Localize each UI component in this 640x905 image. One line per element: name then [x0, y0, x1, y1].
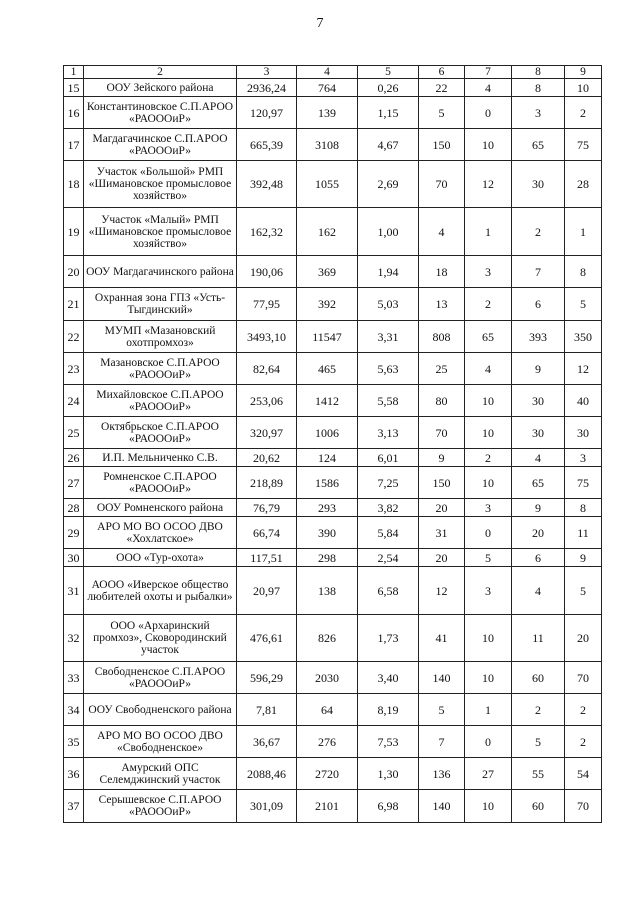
name-cell: Свободненское С.П.АРОО «РАОООиР»: [84, 662, 237, 694]
density-cell: 2,69: [358, 161, 419, 208]
area-cell: 82,64: [237, 353, 297, 385]
col9-cell: 350: [565, 321, 602, 353]
col7-cell: 0: [465, 517, 512, 549]
table-row: [64, 790, 602, 823]
quota-cell: 70: [419, 161, 465, 208]
table-row: [64, 321, 602, 353]
col9-cell: 8: [565, 499, 602, 517]
name-cell: Охранная зона ГПЗ «Усть-Тыгдинский»: [84, 288, 237, 321]
header-cell: 4: [297, 66, 358, 79]
area-cell: 120,97: [237, 97, 297, 129]
row-number-cell: 32: [64, 615, 84, 662]
quota-cell: 70: [419, 417, 465, 449]
col8-cell: 6: [512, 549, 565, 567]
header-cell: 9: [565, 66, 602, 79]
col8-cell: 9: [512, 499, 565, 517]
area-cell: 301,09: [237, 790, 297, 823]
density-cell: 5,84: [358, 517, 419, 549]
count-cell: 64: [297, 694, 358, 726]
col7-cell: 10: [465, 662, 512, 694]
count-cell: 390: [297, 517, 358, 549]
area-cell: 2088,46: [237, 758, 297, 790]
name-cell: АРО МО ВО ОСОО ДВО «Свободненское»: [84, 726, 237, 758]
col7-cell: 10: [465, 790, 512, 823]
count-cell: 826: [297, 615, 358, 662]
col8-cell: 65: [512, 129, 565, 161]
count-cell: 2720: [297, 758, 358, 790]
quota-cell: 150: [419, 467, 465, 499]
header-cell: 6: [419, 66, 465, 79]
table-row: [64, 449, 602, 467]
table-row: [64, 256, 602, 288]
count-cell: 1055: [297, 161, 358, 208]
table-row: [64, 549, 602, 567]
row-number-cell: 17: [64, 129, 84, 161]
count-cell: 1586: [297, 467, 358, 499]
col8-cell: 4: [512, 567, 565, 615]
col7-cell: 65: [465, 321, 512, 353]
name-cell: АРО МО ВО ОСОО ДВО «Хохлатское»: [84, 517, 237, 549]
area-cell: 162,32: [237, 208, 297, 256]
quota-cell: 4: [419, 208, 465, 256]
area-cell: 117,51: [237, 549, 297, 567]
count-cell: 298: [297, 549, 358, 567]
col9-cell: 70: [565, 662, 602, 694]
count-cell: 1412: [297, 385, 358, 417]
col7-cell: 27: [465, 758, 512, 790]
quota-cell: 31: [419, 517, 465, 549]
row-number-cell: 18: [64, 161, 84, 208]
area-cell: 20,62: [237, 449, 297, 467]
col9-cell: 11: [565, 517, 602, 549]
name-cell: ООУ Ромненского района: [84, 499, 237, 517]
density-cell: 1,73: [358, 615, 419, 662]
col9-cell: 2: [565, 726, 602, 758]
density-cell: 5,03: [358, 288, 419, 321]
col9-cell: 10: [565, 79, 602, 97]
quota-cell: 9: [419, 449, 465, 467]
name-cell: ООУ Зейского района: [84, 79, 237, 97]
table-row: [64, 417, 602, 449]
header-cell: 5: [358, 66, 419, 79]
row-number-cell: 37: [64, 790, 84, 823]
col8-cell: 6: [512, 288, 565, 321]
col8-cell: 30: [512, 161, 565, 208]
count-cell: 465: [297, 353, 358, 385]
col9-cell: 28: [565, 161, 602, 208]
quota-cell: 18: [419, 256, 465, 288]
col9-cell: 30: [565, 417, 602, 449]
col8-cell: 30: [512, 385, 565, 417]
row-number-cell: 28: [64, 499, 84, 517]
count-cell: 369: [297, 256, 358, 288]
col9-cell: 20: [565, 615, 602, 662]
header-cell: 7: [465, 66, 512, 79]
area-cell: 665,39: [237, 129, 297, 161]
count-cell: 139: [297, 97, 358, 129]
table-row: [64, 79, 602, 97]
table-row: [64, 758, 602, 790]
density-cell: 5,63: [358, 353, 419, 385]
col8-cell: 3: [512, 97, 565, 129]
area-cell: 253,06: [237, 385, 297, 417]
table-row: [64, 208, 602, 256]
col9-cell: 54: [565, 758, 602, 790]
col9-cell: 2: [565, 97, 602, 129]
col9-cell: 12: [565, 353, 602, 385]
area-cell: 36,67: [237, 726, 297, 758]
name-cell: ООУ Свободненского района: [84, 694, 237, 726]
area-cell: 66,74: [237, 517, 297, 549]
density-cell: 7,53: [358, 726, 419, 758]
quota-cell: 25: [419, 353, 465, 385]
col7-cell: 1: [465, 694, 512, 726]
quota-cell: 150: [419, 129, 465, 161]
col8-cell: 55: [512, 758, 565, 790]
quota-cell: 41: [419, 615, 465, 662]
table-row: [64, 385, 602, 417]
count-cell: 1006: [297, 417, 358, 449]
table-row: [64, 161, 602, 208]
density-cell: 1,00: [358, 208, 419, 256]
table-row: [64, 694, 602, 726]
col7-cell: 2: [465, 288, 512, 321]
area-cell: 77,95: [237, 288, 297, 321]
density-cell: 4,67: [358, 129, 419, 161]
density-cell: 0,26: [358, 79, 419, 97]
density-cell: 1,15: [358, 97, 419, 129]
name-cell: Ромненское С.П.АРОО «РАОООиР»: [84, 467, 237, 499]
density-cell: 6,98: [358, 790, 419, 823]
density-cell: 7,25: [358, 467, 419, 499]
density-cell: 3,31: [358, 321, 419, 353]
col8-cell: 5: [512, 726, 565, 758]
header-row: [64, 66, 602, 79]
table-row: [64, 726, 602, 758]
row-number-cell: 26: [64, 449, 84, 467]
row-number-cell: 23: [64, 353, 84, 385]
col9-cell: 8: [565, 256, 602, 288]
col8-cell: 60: [512, 790, 565, 823]
quota-cell: 5: [419, 97, 465, 129]
table-row: [64, 129, 602, 161]
count-cell: 3108: [297, 129, 358, 161]
row-number-cell: 21: [64, 288, 84, 321]
quota-cell: 80: [419, 385, 465, 417]
col7-cell: 3: [465, 567, 512, 615]
area-cell: 7,81: [237, 694, 297, 726]
col8-cell: 4: [512, 449, 565, 467]
header-cell: 8: [512, 66, 565, 79]
data-table: [63, 65, 602, 823]
col9-cell: 3: [565, 449, 602, 467]
col9-cell: 2: [565, 694, 602, 726]
quota-cell: 5: [419, 694, 465, 726]
quota-cell: 808: [419, 321, 465, 353]
name-cell: МУМП «Мазановский охотпромхоз»: [84, 321, 237, 353]
count-cell: 11547: [297, 321, 358, 353]
area-cell: 218,89: [237, 467, 297, 499]
col8-cell: 65: [512, 467, 565, 499]
name-cell: АООО «Иверское общество любителей охоты и рыбалки»: [84, 567, 237, 615]
area-cell: 476,61: [237, 615, 297, 662]
page-number: 7: [316, 16, 324, 31]
col8-cell: 2: [512, 694, 565, 726]
col8-cell: 30: [512, 417, 565, 449]
density-cell: 6,01: [358, 449, 419, 467]
col7-cell: 0: [465, 726, 512, 758]
area-cell: 76,79: [237, 499, 297, 517]
col9-cell: 1: [565, 208, 602, 256]
row-number-cell: 24: [64, 385, 84, 417]
table-row: [64, 517, 602, 549]
name-cell: Магдагачинское С.П.АРОО «РАОООиР»: [84, 129, 237, 161]
quota-cell: 140: [419, 790, 465, 823]
density-cell: 6,58: [358, 567, 419, 615]
col7-cell: 12: [465, 161, 512, 208]
density-cell: 2,54: [358, 549, 419, 567]
col7-cell: 5: [465, 549, 512, 567]
quota-cell: 20: [419, 549, 465, 567]
quota-cell: 20: [419, 499, 465, 517]
quota-cell: 12: [419, 567, 465, 615]
area-cell: 2936,24: [237, 79, 297, 97]
col8-cell: 2: [512, 208, 565, 256]
name-cell: Константиновское С.П.АРОО «РАОООиР»: [84, 97, 237, 129]
row-number-cell: 35: [64, 726, 84, 758]
col7-cell: 10: [465, 385, 512, 417]
density-cell: 5,58: [358, 385, 419, 417]
name-cell: Участок «Большой» РМП «Шимановское промысловое хозяйство»: [84, 161, 237, 208]
col9-cell: 75: [565, 467, 602, 499]
col8-cell: 8: [512, 79, 565, 97]
quota-cell: 136: [419, 758, 465, 790]
name-cell: ООУ Магдагачинского района: [84, 256, 237, 288]
density-cell: 3,13: [358, 417, 419, 449]
table-row: [64, 467, 602, 499]
area-cell: 190,06: [237, 256, 297, 288]
col7-cell: 2: [465, 449, 512, 467]
area-cell: 596,29: [237, 662, 297, 694]
count-cell: 138: [297, 567, 358, 615]
col7-cell: 1: [465, 208, 512, 256]
count-cell: 764: [297, 79, 358, 97]
row-number-cell: 22: [64, 321, 84, 353]
name-cell: И.П. Мельниченко С.В.: [84, 449, 237, 467]
col8-cell: 9: [512, 353, 565, 385]
name-cell: Участок «Малый» РМП «Шимановское промысловое хозяйство»: [84, 208, 237, 256]
col8-cell: 60: [512, 662, 565, 694]
name-cell: ООО «Тур-охота»: [84, 549, 237, 567]
col7-cell: 10: [465, 129, 512, 161]
row-number-cell: 27: [64, 467, 84, 499]
count-cell: 293: [297, 499, 358, 517]
area-cell: 20,97: [237, 567, 297, 615]
row-number-cell: 36: [64, 758, 84, 790]
count-cell: 124: [297, 449, 358, 467]
col9-cell: 40: [565, 385, 602, 417]
table-row: [64, 353, 602, 385]
row-number-cell: 25: [64, 417, 84, 449]
name-cell: Михайловское С.П.АРОО «РАОООиР»: [84, 385, 237, 417]
name-cell: Мазановское С.П.АРОО «РАОООиР»: [84, 353, 237, 385]
col9-cell: 70: [565, 790, 602, 823]
header-cell: 1: [64, 66, 84, 79]
col9-cell: 9: [565, 549, 602, 567]
col7-cell: 3: [465, 499, 512, 517]
row-number-cell: 34: [64, 694, 84, 726]
name-cell: Амурский ОПС Селемджинский участок: [84, 758, 237, 790]
col8-cell: 7: [512, 256, 565, 288]
header-cell: 3: [237, 66, 297, 79]
col9-cell: 5: [565, 288, 602, 321]
area-cell: 3493,10: [237, 321, 297, 353]
row-number-cell: 20: [64, 256, 84, 288]
density-cell: 3,82: [358, 499, 419, 517]
name-cell: Серышевское С.П.АРОО «РАОООиР»: [84, 790, 237, 823]
table-row: [64, 97, 602, 129]
row-number-cell: 31: [64, 567, 84, 615]
col7-cell: 10: [465, 615, 512, 662]
col7-cell: 10: [465, 467, 512, 499]
quota-cell: 22: [419, 79, 465, 97]
col9-cell: 5: [565, 567, 602, 615]
row-number-cell: 15: [64, 79, 84, 97]
area-cell: 392,48: [237, 161, 297, 208]
col7-cell: 0: [465, 97, 512, 129]
header-cell: 2: [84, 66, 237, 79]
col8-cell: 393: [512, 321, 565, 353]
count-cell: 2101: [297, 790, 358, 823]
col9-cell: 75: [565, 129, 602, 161]
row-number-cell: 30: [64, 549, 84, 567]
col7-cell: 4: [465, 79, 512, 97]
count-cell: 162: [297, 208, 358, 256]
col8-cell: 20: [512, 517, 565, 549]
row-number-cell: 19: [64, 208, 84, 256]
name-cell: Октябрьское С.П.АРОО «РАОООиР»: [84, 417, 237, 449]
row-number-cell: 29: [64, 517, 84, 549]
table-row: [64, 499, 602, 517]
quota-cell: 140: [419, 662, 465, 694]
name-cell: ООО «Архаринский промхоз», Сковородинский участок: [84, 615, 237, 662]
table-row: [64, 615, 602, 662]
row-number-cell: 16: [64, 97, 84, 129]
density-cell: 1,30: [358, 758, 419, 790]
table-row: [64, 567, 602, 615]
density-cell: 8,19: [358, 694, 419, 726]
quota-cell: 7: [419, 726, 465, 758]
area-cell: 320,97: [237, 417, 297, 449]
row-number-cell: 33: [64, 662, 84, 694]
col8-cell: 11: [512, 615, 565, 662]
quota-cell: 13: [419, 288, 465, 321]
count-cell: 276: [297, 726, 358, 758]
col7-cell: 3: [465, 256, 512, 288]
density-cell: 3,40: [358, 662, 419, 694]
count-cell: 392: [297, 288, 358, 321]
table-row: [64, 662, 602, 694]
col7-cell: 4: [465, 353, 512, 385]
col7-cell: 10: [465, 417, 512, 449]
count-cell: 2030: [297, 662, 358, 694]
density-cell: 1,94: [358, 256, 419, 288]
table-row: [64, 288, 602, 321]
